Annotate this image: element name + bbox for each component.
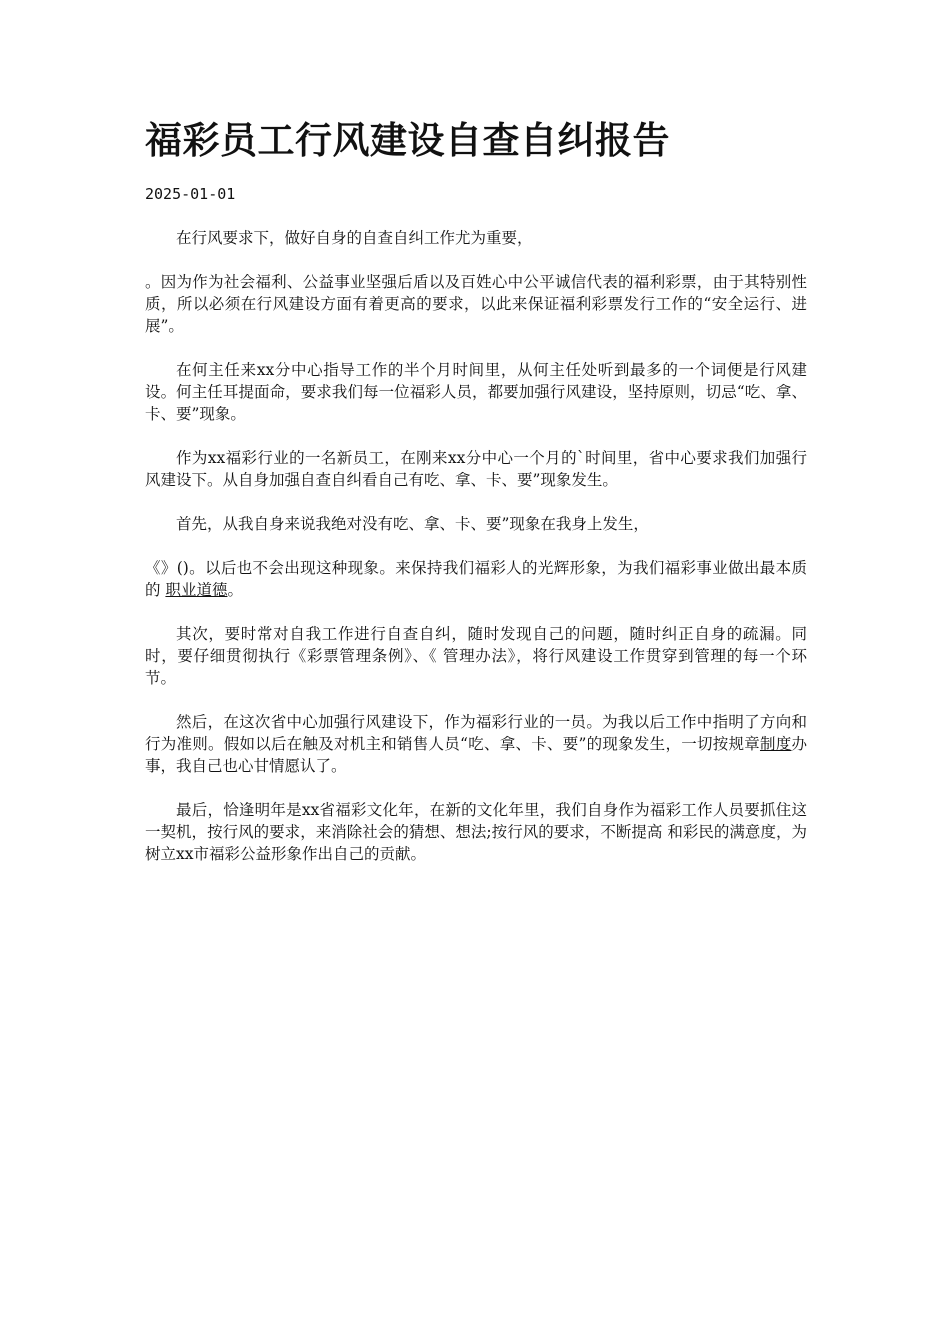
document-title: 福彩员工行风建设自查自纠报告 bbox=[145, 119, 670, 162]
document-body bbox=[145, 227, 807, 865]
paragraph-3: 在何主任来xx分中心指导工作的半个月时间里，从何主任处听到最多的一个词便是行风建设。何主任耳提面命，要求我们每一位福彩人员，都要加强行风建设，坚持原则，切忌“吃、拿、卡、要”现象。 bbox=[145, 361, 807, 423]
paragraph-6 bbox=[145, 557, 807, 601]
paragraph-6-text-start: 《》()。以后也不会出现这种现象。来保持我们福彩人的光辉形象，为我们福彩事业做出最本质的 bbox=[145, 559, 807, 599]
paragraph-8-text-start: 然后，在这次省中心加强行风建设下，作为福彩行业的一员。为我以后工作中指明了方向和行为准则。假如以后在触及对机主和销售人员“吃、拿、卡、要”的现象发生，一切按规章 bbox=[145, 713, 807, 753]
paragraph-9: 最后，恰逢明年是xx省福彩文化年，在新的文化年里，我们自身作为福彩工作人员要抓住这一契机，按行风的要求，来消除社会的猜想、想法;按行风的要求，不断提高 和彩民的满意度，为树立xx市福彩公益形象作出自己的贡献。 bbox=[145, 801, 807, 863]
paragraph-4: 作为xx福彩行业的一名新员工，在刚来xx分中心一个月的`时间里，省中心要求我们加强行风建设下。从自身加强自查自纠看自己有吃、拿、卡、要”现象发生。 bbox=[145, 449, 807, 489]
paragraph-1: 在行风要求下，做好自身的自查自纠工作尤为重要， bbox=[176, 229, 533, 247]
document-page bbox=[145, 0, 807, 887]
link-professional-ethics[interactable]: 职业道德 bbox=[165, 581, 228, 599]
paragraph-2: 。因为作为社会福利、公益事业坚强后盾以及百姓心中公平诚信代表的福利彩票，由于其特别性质，所以必须在行风建设方面有着更高的要求，以此来保证福利彩票发行工作的“安全运行、进展”。 bbox=[145, 273, 807, 335]
document-date: 2025-01-01 bbox=[145, 185, 236, 203]
paragraph-7: 其次，要时常对自我工作进行自查自纠，随时发现自己的问题，随时纠正自身的疏漏。同时，要仔细贯彻执行《彩票管理条例》、《 管理办法》，将行风建设工作贯穿到管理的每一个环节。 bbox=[145, 625, 807, 687]
link-regulations[interactable]: 制度 bbox=[759, 735, 792, 753]
paragraph-8 bbox=[145, 711, 807, 777]
paragraph-5: 首先，从我自身来说我绝对没有吃、拿、卡、要”现象在我身上发生， bbox=[176, 515, 649, 533]
paragraph-6-text-end: 。 bbox=[227, 581, 243, 599]
paragraph-8-text-end: 办事，我自己也心甘情愿认了。 bbox=[145, 735, 807, 775]
